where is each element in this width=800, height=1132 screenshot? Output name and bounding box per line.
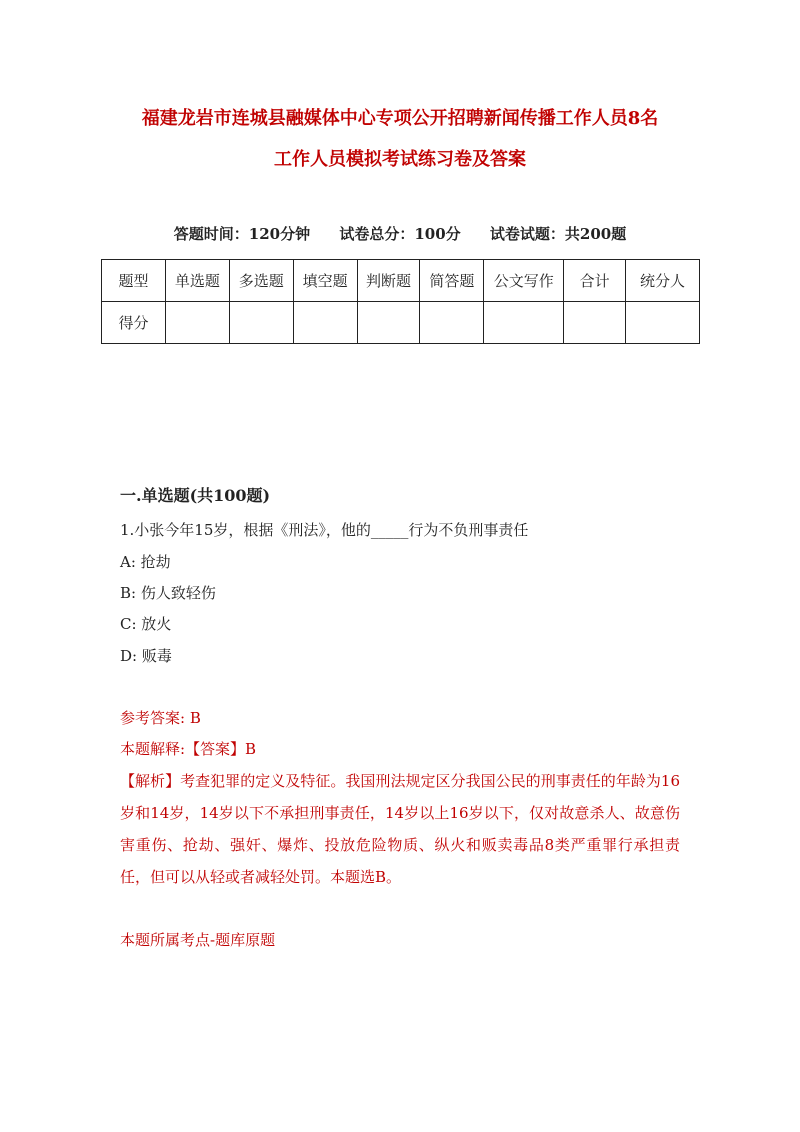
exam-meta — [0, 223, 800, 244]
exam-time: 答题时间：120分钟 — [173, 225, 311, 243]
score-header-cell: 统分人 — [626, 260, 700, 302]
score-row-label: 得分 — [102, 302, 166, 344]
score-table-score-row — [102, 302, 700, 344]
score-cell[interactable] — [165, 302, 229, 344]
explanation-body: 【解析】考查犯罪的定义及特征。我国刑法规定区分我国公民的刑事责任的年龄为16岁和14岁，14岁以下不承担刑事责任，14岁以上16岁以下，仅对故意杀人、故意伤害重伤、抢劫、强奸、爆炸、投放危险物质、纵火和贩卖毒品8类严重罪行承担责任，但可以从轻或者减轻处罚。本题选B。 — [120, 772, 680, 886]
option-c: C: 放火 — [120, 615, 172, 633]
reference-answer: 参考答案: B — [120, 709, 201, 727]
score-header-cell: 简答题 — [420, 260, 484, 302]
score-header-cell: 判断题 — [357, 260, 420, 302]
score-table — [101, 259, 700, 344]
option-a: A: 抢劫 — [120, 553, 171, 571]
knowledge-point: 本题所属考点-题库原题 — [120, 931, 276, 949]
question-stem: 1.小张今年15岁，根据《刑法》，他的_____行为不负刑事责任 — [120, 521, 529, 539]
score-cell[interactable] — [626, 302, 700, 344]
score-cell[interactable] — [357, 302, 420, 344]
document-title-line1: 福建龙岩市连城县融媒体中心专项公开招聘新闻传播工作人员8名 — [141, 108, 659, 129]
option-d: D: 贩毒 — [120, 647, 172, 665]
option-b: B: 伤人致轻伤 — [120, 584, 216, 602]
score-header-cell: 公文写作 — [484, 260, 564, 302]
score-header-cell: 多选题 — [229, 260, 293, 302]
document-title-line2: 工作人员模拟考试练习卷及答案 — [274, 149, 526, 170]
score-cell[interactable] — [293, 302, 357, 344]
exam-total-score: 试卷总分：100分 — [339, 225, 461, 243]
score-cell[interactable] — [564, 302, 626, 344]
score-cell[interactable] — [420, 302, 484, 344]
score-header-cell: 题型 — [102, 260, 166, 302]
explanation-heading: 本题解释:【答案】B — [120, 740, 257, 758]
score-cell[interactable] — [484, 302, 564, 344]
section-title: 一.单选题(共100题) — [120, 486, 271, 505]
score-table-header-row — [102, 260, 700, 302]
score-cell[interactable] — [229, 302, 293, 344]
score-header-cell: 单选题 — [165, 260, 229, 302]
score-header-cell: 填空题 — [293, 260, 357, 302]
score-header-cell: 合计 — [564, 260, 626, 302]
exam-question-count: 试卷试题：共200题 — [489, 225, 627, 243]
